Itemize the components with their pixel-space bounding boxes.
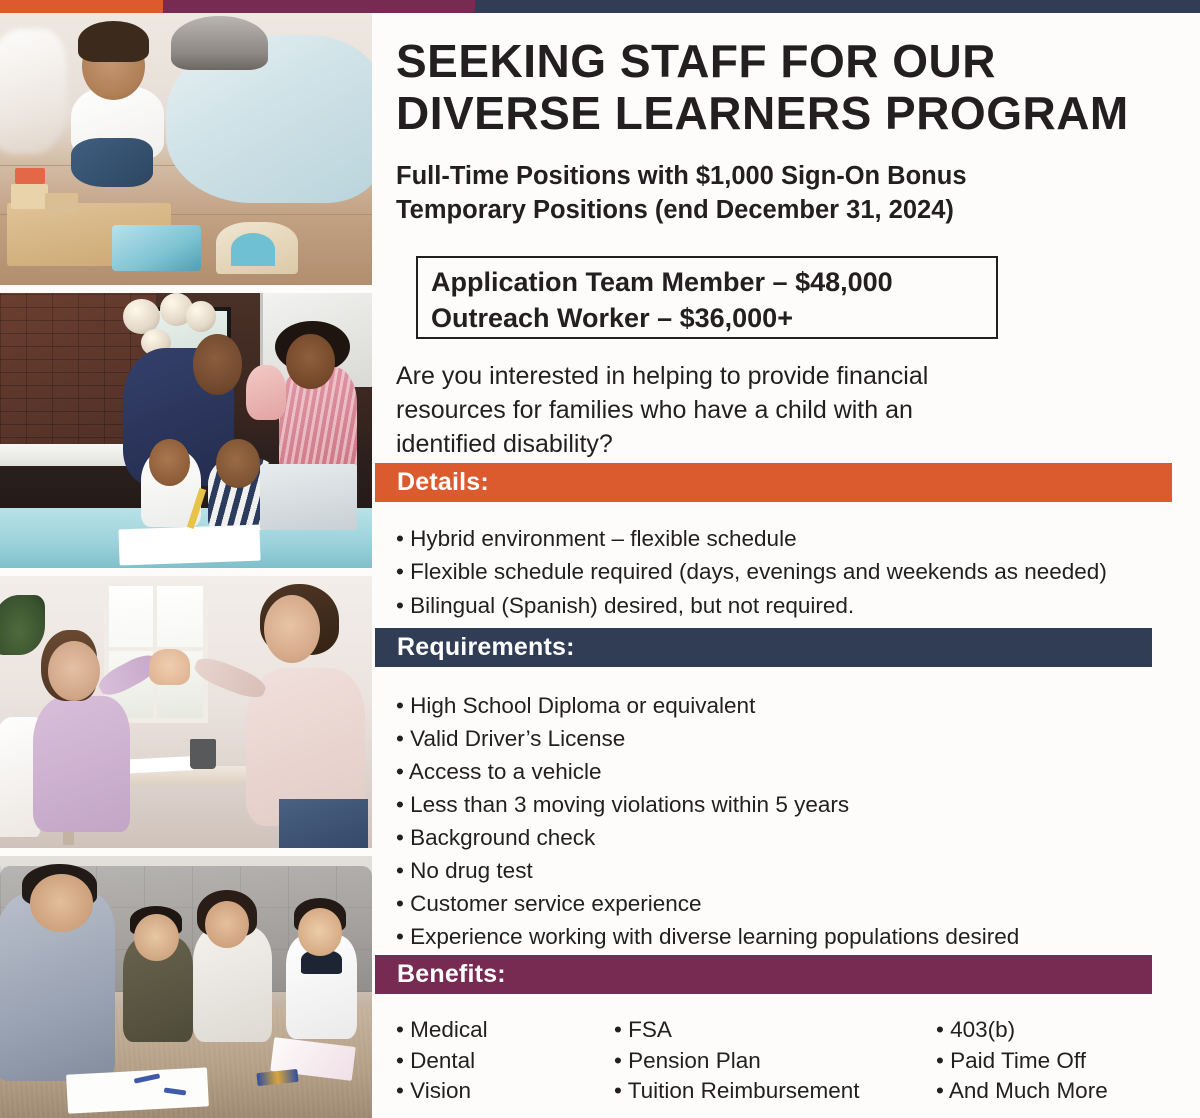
headline-line-2: DIVERSE LEARNERS PROGRAM [396, 86, 1129, 139]
list-item: • Valid Driver’s License [396, 726, 626, 752]
page-title [396, 36, 1186, 140]
list-item: • Hybrid environment – flexible schedule [396, 526, 797, 551]
salary-box [416, 256, 998, 339]
list-item: • Paid Time Off [936, 1047, 1087, 1073]
top-bar-segment-navy [475, 0, 1200, 13]
benefits-column-1 [396, 1015, 614, 1107]
photo-column [0, 13, 372, 1118]
list-item: • Pension Plan [614, 1047, 761, 1073]
list-item: • Medical [396, 1017, 488, 1042]
list-item: • Bilingual (Spanish) desired, but not required. [396, 592, 855, 618]
requirements-list [396, 689, 1186, 954]
section-header-benefits [375, 955, 1152, 994]
subheadline [396, 160, 1186, 228]
list-item: • And Much More [936, 1078, 1108, 1104]
list-item: • Dental [396, 1047, 476, 1073]
list-item: • Vision [396, 1078, 472, 1104]
salary-application-team-member: Application Team Member – $48,000 [431, 267, 893, 297]
subheadline-line-1: Full-Time Positions with $1,000 Sign-On Bonus [396, 162, 967, 190]
list-item: • High School Diploma or equivalent [396, 693, 756, 718]
list-item: • Experience working with diverse learning populations desired [396, 924, 1020, 950]
content-column [372, 13, 1200, 1118]
top-bar-segment-orange [0, 0, 163, 13]
section-header-details-label: Details: [397, 468, 489, 496]
list-item: • Flexible schedule required (days, evenings and weekends as needed) [396, 559, 1107, 585]
list-item: • Customer service experience [396, 891, 702, 917]
list-item: • Access to a vehicle [396, 759, 602, 785]
benefits-column-3 [936, 1015, 1186, 1107]
list-item: • No drug test [396, 858, 533, 884]
photo-man-and-toddler-with-toys [0, 13, 372, 285]
intro-line-1: Are you interested in helping to provide financial [396, 362, 929, 390]
list-item: • Background check [396, 825, 596, 851]
list-item: • Less than 3 moving violations within 5 years [396, 792, 850, 818]
benefits-column-2 [614, 1015, 936, 1107]
section-header-requirements-label: Requirements: [397, 633, 575, 661]
section-header-requirements [375, 628, 1152, 667]
details-list [396, 522, 1186, 622]
intro-line-3: identified disability? [396, 430, 613, 458]
list-item: • 403(b) [936, 1017, 1016, 1042]
subheadline-line-2: Temporary Positions (end December 31, 2024) [396, 195, 954, 224]
top-bar-segment-purple [163, 0, 475, 13]
intro-line-2: resources for families who have a child with an [396, 396, 913, 424]
benefits-list [396, 1015, 1186, 1107]
section-header-details [375, 463, 1172, 502]
photo-family-drawing-on-rug [0, 856, 372, 1118]
headline-line-1: SEEKING STAFF FOR OUR [396, 35, 996, 87]
photo-family-in-kitchen-with-laptop [0, 293, 372, 568]
photo-woman-and-girl-high-five [0, 576, 372, 848]
salary-outreach-worker: Outreach Worker – $36,000+ [431, 302, 793, 333]
list-item: • FSA [614, 1017, 672, 1042]
intro-paragraph [396, 359, 1136, 461]
top-color-bar [0, 0, 1200, 13]
section-header-benefits-label: Benefits: [397, 960, 506, 988]
list-item: • Tuition Reimbursement [614, 1078, 860, 1104]
